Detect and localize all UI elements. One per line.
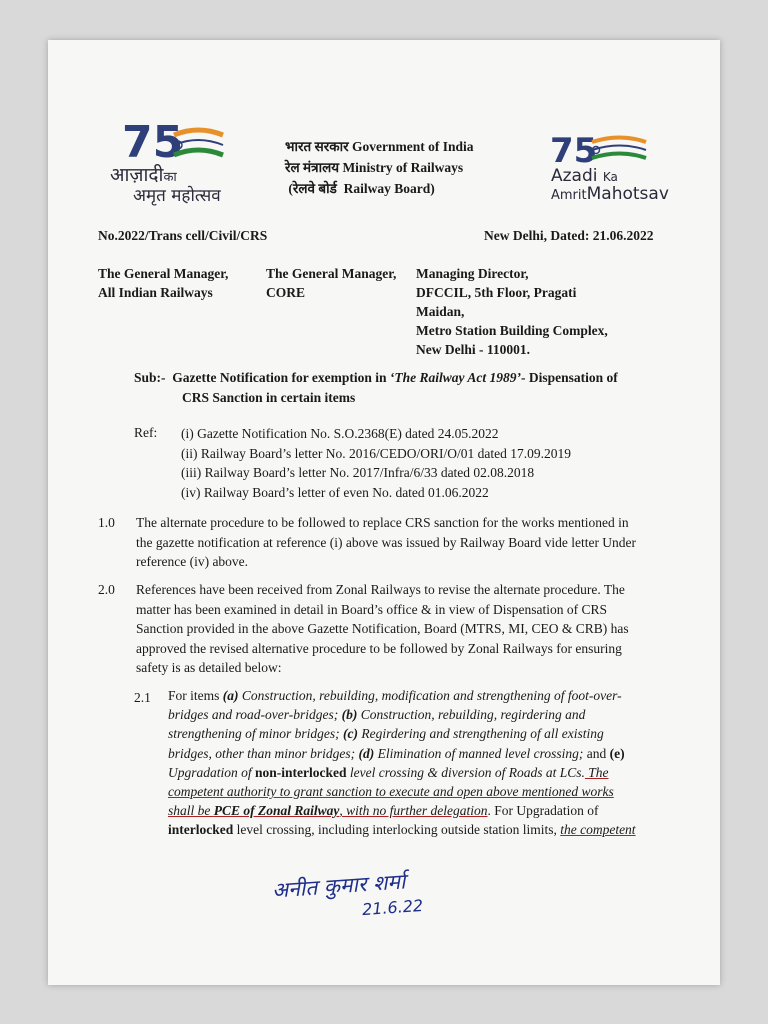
logo-left-line1: आज़ादीका [110,164,177,186]
reference-label: Ref: [134,425,158,440]
para-1-number: 1.0 [98,515,115,530]
letterhead-line-ministry: रेल मंत्रालय Ministry of Railways [285,160,464,175]
logo-right-line2: AmritMahotsav [551,184,669,204]
reference-item: (iv) Railway Board’s letter of even No. dated 01.06.2022 [181,484,489,500]
signature-date: 21.6.22 [361,895,424,920]
handwritten-signature: अनीत कुमार शर्मा [271,869,407,903]
para-2-text: References have been received from Zonal Railways to revise the alternate procedure. The matter has been examined in detail in Board’s office & in view of Dispensation of CRS Sanction provided in the above Gazette Notification, Board (MTRS, MI, CEO & CRB) has approved the revised alternative procedure to be followed by Zonal Railways for ensuring safety is as detailed below: [136,582,629,675]
letter-date: New Delhi, Dated: 21.06.2022 [484,228,654,243]
reference-item: (i) Gazette Notification No. S.O.2368(E) dated 24.05.2022 [181,426,499,441]
subject: Sub:- Gazette Notification for exemption in ‘The Railway Act 1989’- Dispensation of CRS Sanction in certain items [134,370,618,405]
emblem-number: 75 [122,117,184,168]
para-2-1-number: 2.1 [134,690,151,705]
azadi-ka-amrit-mahotsav-logo-english [548,130,688,204]
logo-right-line1: Azadi Ka [551,166,618,186]
reference-item: (iii) Railway Board’s letter No. 2017/Infra/6/33 dated 02.08.2018 [181,465,535,480]
addressee-gm-core: The General Manager, CORE [266,266,397,300]
letter-number: No.2022/Trans cell/Civil/CRS [98,228,268,243]
addressee-gm-indian-railways: The General Manager, All Indian Railways [98,266,229,300]
para-2-1-text: For items (a) Construction, rebuilding, modification and strengthening of foot-over- bridges and road-over-bridges; (b) Construction, rebuilding, regirdering and strengthening of minor bridges; (c) Regirdering and strengthening of all existing bridges, other than minor bridges; (d) Elimination of manned level crossing; and (e) Upgradation of non-interlocked level crossing & diversion of Roads at LCs. The competent authority to grant sanction to execute and open above mentioned works shall be PCE of Zonal Railway, with no further delegation. For Upgradation of interlocked level crossing, including interlocking outside station limits, the competent [168,688,636,838]
para-2-number: 2.0 [98,582,115,597]
letterhead-line-board: (रेलवे बोर्ड Railway Board) [288,181,435,196]
reference-item: (ii) Railway Board’s letter No. 2016/CEDO/ORI/O/01 dated 17.09.2019 [181,445,571,461]
para-1-text: The alternate procedure to be followed to replace CRS sanction for the works mentioned in the gazette notification at reference (i) above was issued by Railway Board vide letter Under reference (iv) above. [136,515,637,569]
emblem-number: 75 [550,131,598,171]
azadi-ka-amrit-mahotsav-logo-hindi [78,95,268,206]
letterhead [285,136,474,199]
logo-left-line2: अमृत महोत्सव [133,186,221,206]
letterhead-line-government: भारत सरकार Government of India [285,139,474,154]
reference-list [181,424,571,502]
addressee-md-dfccil: Managing Director, DFCCIL, 5th Floor, Pragati Maidan, Metro Station Building Complex, New Delhi - 110001. [416,266,608,357]
